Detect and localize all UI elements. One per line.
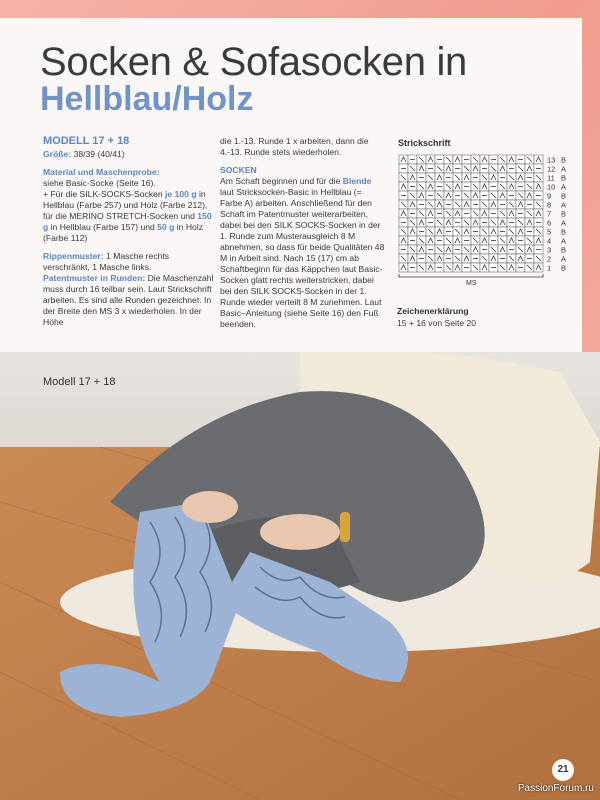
chart-row-number: 13 [547, 155, 556, 165]
knitting-chart [397, 153, 577, 293]
repeat-bracket [399, 274, 543, 277]
rib-label: Rippenmuster: [43, 251, 104, 261]
model-heading: MODELL 17 + 18 [43, 135, 130, 147]
chart-row-color: A [561, 182, 567, 192]
material-heading: Material und Maschenprobe: [43, 167, 160, 177]
chart-row-number: 11 [547, 173, 555, 183]
chart-row-color: B [561, 209, 567, 219]
photo-caption: Modell 17 + 18 [43, 376, 116, 388]
chart-row-number: 7 [547, 209, 552, 219]
chart-row-number: 10 [547, 182, 556, 192]
material-b-qty: 150 g [43, 211, 212, 232]
watermark: PassionForum.ru [517, 783, 594, 794]
socks-photo-illustration [0, 352, 600, 800]
chart-row-number: 8 [547, 200, 552, 210]
page-title-line2: Hellblau/Holz [40, 80, 254, 118]
material-d: in Holz (Farbe 112) [43, 222, 204, 243]
patent-label: Patentmuster in Runden: [43, 273, 146, 283]
material-c: in Hellblau (Farbe 157) und [50, 222, 155, 232]
rib-text: 1 Masche rechts verschränkt, 1 Masche links. [43, 251, 170, 272]
legend-title: Zeichenerklärung [397, 306, 469, 316]
chart-row-color: A [561, 164, 567, 174]
chart-title: Strickschrift [398, 138, 451, 148]
socks-text-bold: Blende [342, 176, 372, 186]
chart-row-color: B [561, 155, 567, 165]
patent-text: Die Maschenzahl muss durch 16 teilbar sein. Laut Strickschrift arbeiten. Es sind alle Runden gezeichnet. In der Breite den MS 3 x wiederholen. In der Höhe [43, 273, 214, 327]
socks-text-a: Am Schaft beginnen und für die [220, 176, 341, 186]
chart-row-color: A [561, 254, 567, 264]
chart-row-color: A [561, 218, 567, 228]
chart-row-number: 4 [547, 236, 552, 246]
chart-row-color: B [561, 191, 567, 201]
chart-row-number: 1 [547, 263, 552, 273]
chart-row-color: B [561, 173, 567, 183]
chart-row-color: B [561, 263, 567, 273]
material-c-qty: 50 g [157, 222, 175, 232]
chart-row-number: 6 [547, 218, 552, 228]
chart-row-color: A [561, 236, 567, 246]
page-number: 21 [552, 759, 574, 781]
chart-row-color: B [561, 245, 567, 255]
socks-text-b: laut Stricksocken-Basic in Hellblau (= Farbe A) arbeiten. Anschließend für den Schaft im Patentmuster weiterarbeiten, dabei bei den SILK SOCKS-Socken in der 1. Runde zum Musterausgleich 8 M abnehmen, so dass für beide Qualitäten 48 M in Arbeit sind. Nach 15 (17) cm ab Schaftbeginn für das Käppchen laut Basic-Socken glatt rechts weiterstricken, dabei bei den SILK SOCKS-Socken in der 1. Runde wieder verteilt 8 M zunehmen. Laut Basic–Anleitung (siehe Seite 16) den Fuß beenden. [220, 187, 385, 329]
material-a-qty: je 100 g [165, 189, 197, 199]
chart-row-number: 9 [547, 191, 552, 201]
size-label: Größe: [43, 149, 72, 159]
chart-row-number: 2 [547, 254, 552, 264]
material-b: in Hellblau (Farbe 257) und Holz (Farbe 212), für die MERINO STRETCH-Socken und [43, 189, 208, 221]
repeat-label: MS [466, 280, 477, 287]
socks-heading: SOCKEN [220, 165, 257, 175]
size-value: 38/39 (40/41) [73, 149, 125, 159]
material-a: + Für die SILK-SOCKS-Socken [43, 189, 163, 199]
chart-row-number: 12 [547, 164, 556, 174]
chart-row-color: B [561, 227, 567, 237]
chart-row-number: 5 [547, 227, 552, 237]
legend-text: 15 + 16 von Seite 20 [397, 318, 477, 328]
chart-row-color: A [561, 200, 567, 210]
pattern-continuation: die 1.-13. Runde 1 x arbeiten, dann die 4.-13. Runde stets wiederholen. [220, 136, 369, 157]
material-ref: siehe Basic-Socke (Seite 16). [43, 178, 156, 188]
chart-row-number: 3 [547, 245, 552, 255]
instructions-column-2 [220, 136, 386, 337]
instructions-column-1 [43, 136, 215, 335]
page-title-line1: Socken & Sofasocken in [40, 40, 467, 84]
model-photo [0, 352, 600, 800]
